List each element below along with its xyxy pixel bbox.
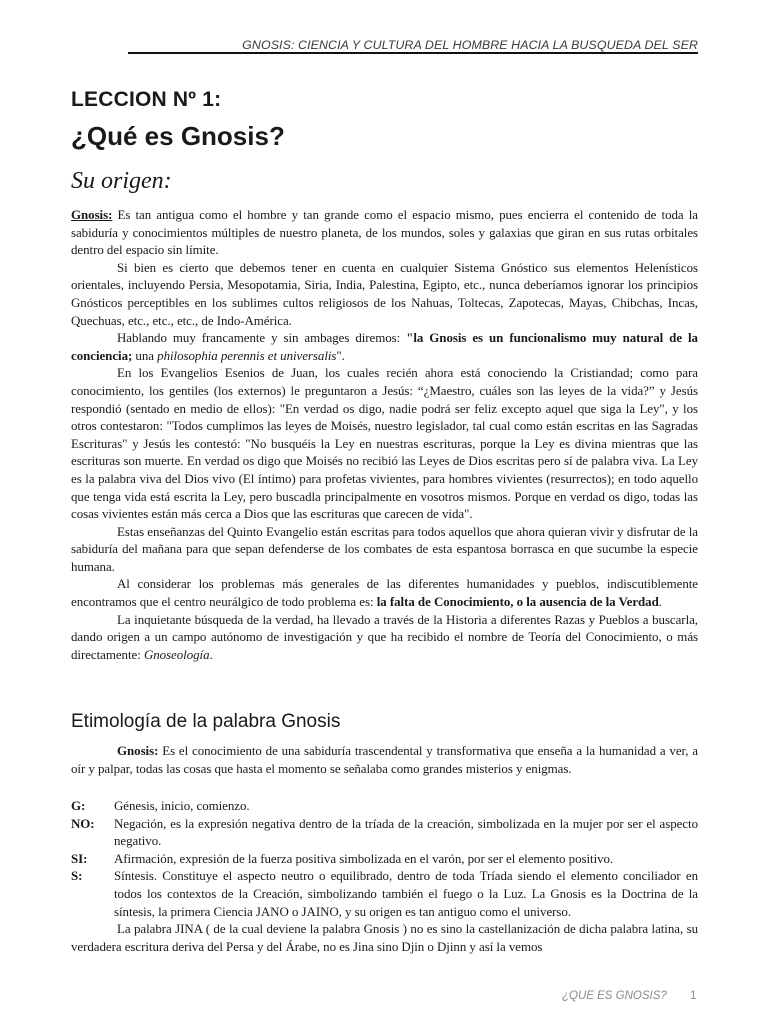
- etymology-heading: Etimología de la palabra Gnosis: [71, 711, 341, 732]
- definition-text: Negación, es la expresión negativa dentro de la tríada de la creación, simbolizada en la mujer por ser el aspecto negativo.: [114, 815, 698, 849]
- paragraph-last: La palabra JINA ( de la cual deviene la palabra Gnosis ) no es sino la castellanización de dicha palabra latina, su verdadera escritura deriva del Persa y del Árabe, no es Jina sino Djin o Djinn y así la vemos: [71, 921, 698, 954]
- paragraph-text: ".: [336, 347, 345, 363]
- italic-term: Gnoseología: [143, 646, 210, 662]
- section-subtitle: Su origen:: [71, 168, 172, 194]
- definition-text: Síntesis. Constituye el aspecto neutro o equilibrado, dentro de toda Tríada siendo el elemento conciliador en todos los contextos de la Creación, simbolizando también el fuego o la Luz. La Gnosis es la Doctrina de la síntesis, la primera Ciencia JANO o JAINO, y su origen es tan antiguo como el universo.: [114, 868, 698, 919]
- definition-key: SI:: [71, 850, 88, 866]
- paragraph-text: Hablando muy francamente y sin ambages diremos:: [117, 330, 407, 346]
- paragraph-1: [71, 206, 698, 259]
- italic-latin-phrase: philosophia perennis et universalis: [157, 347, 337, 363]
- definition-row: [71, 815, 698, 850]
- definition-row: [71, 797, 698, 815]
- definition-text: Afirmación, expresión de la fuerza positiva simbolizada en el varón, por ser el elemento positivo.: [114, 850, 614, 866]
- paragraph-term: Gnosis:: [71, 207, 113, 222]
- paragraph-6: [71, 575, 698, 610]
- lesson-label: LECCION Nº 1:: [71, 88, 222, 111]
- paragraph-text: Es el conocimiento de una sabiduría trascendental y transformativa que enseña a la humanidad a ver, a oír y palpar, todas las cosas que hasta el momento se señalaba como grandes misterios y enigmas.: [71, 743, 698, 776]
- paragraph-5: Estas enseñanzas del Quinto Evangelio están escritas para todos aquellos que ahora quieran vivir y disfrutar de la sabiduría del mañana para que sepan defenderse de los combates de esta espantosa borrasca en que sucumbe la especie humana.: [71, 523, 698, 574]
- page-title: ¿Qué es Gnosis?: [71, 121, 285, 151]
- paragraph-text: La inquietante búsqueda de la verdad, ha llevado a través de la Historia a diferentes Razas y Pueblos a buscarla, dando origen a un campo autónomo de investigación y que ha recibido el nombre de Teoría del Conocimiento, o más directamente:: [71, 611, 698, 662]
- footer-label: ¿QUE ES GNOSIS?: [562, 990, 667, 1002]
- definition-row: [71, 850, 698, 868]
- paragraph-text: .: [209, 646, 213, 662]
- paragraph-term: Gnosis:: [117, 743, 159, 758]
- etymology-paragraph: [71, 742, 698, 777]
- etymology-intro: [71, 742, 698, 777]
- paragraph-text: una: [132, 347, 158, 363]
- definition-key: NO:: [71, 815, 95, 831]
- paragraph-text: Al considerar los problemas más generales de las diferentes humanidades y pueblos, indiscutiblemente encontramos que el centro neurálgico de todo problema es:: [71, 576, 698, 610]
- running-header: GNOSIS: CIENCIA Y CULTURA DEL HOMBRE HACIA LA BUSQUEDA DEL SER: [242, 38, 698, 52]
- definition-row: [71, 867, 698, 920]
- bold-quote: "la Gnosis es un funcionalismo muy natural de la conciencia;: [71, 330, 698, 363]
- etymology-definitions: [71, 797, 698, 955]
- paragraph-3: [71, 329, 698, 364]
- origin-section: [71, 206, 698, 663]
- paragraph-text: .: [658, 594, 662, 610]
- bold-phrase: la falta de Conocimiento, o la ausencia de la Verdad: [376, 594, 659, 610]
- definition-key: G:: [71, 798, 86, 813]
- header-rule: [128, 52, 698, 54]
- page-number: 1: [690, 990, 697, 1002]
- paragraph-text: Es tan antigua como el hombre y tan grande como el espacio mismo, pues encierra el contenido de toda la sabiduría y conocimientos múltiples de nuestro planeta, de los mundos, soles y galaxias que giran en sus rutas orbitales dentro del espacio sin límite.: [71, 207, 698, 258]
- paragraph-4: En los Evangelios Esenios de Juan, los cuales recién ahora está conociendo la Cristiandad; como para conocimiento, los gentiles (los externos) le preguntaron a Jesús: “¿Maestro, cuáles son las leyes de la vida?” y Jesús respondió (sentado en medio de ellos): "En verdad os digo, nadie podrá ser feliz excepto aquel que siga la Ley", y los otros contestaron: "Todos cumplimos las leyes de Moisés, nuestro legislador, tal cual como están escritas en las Sagradas Escrituras" y Jesús les contestó: "No busquéis la Ley en nuestras escrituras, porque la Ley es divina mientras que las escrituras son muerte. En verdad os digo que Moisés no recibió las Leyes de Dios escritas pero sí de palabra viva. La Ley es la palabra viva del Dios vivo (El íntimo) para profetas vivientes, para hombres vivientes (resurrectos); en todo aquello que tenga vida está escrita la Ley, pero buscadla principalmente en vosotros mismos. Porque en verdad os digo, todas las cosas vivientes están más cerca a Dios que las escrituras que carecen de vida".: [71, 365, 698, 522]
- definition-key: S:: [71, 868, 83, 884]
- paragraph-2: Si bien es cierto que debemos tener en cuenta en cualquier Sistema Gnóstico sus elementos Helenísticos orientales, incluyendo Persia, Mesopotamia, Siria, India, Palestina, Egipto, etc., nunca deberíamos ignorar los principios Gnósticos perceptibles en los sublimes cultos religiosos de los Nahuas, Toltecas, Zapotecas, Mayas, Chibchas, Incas, Quechuas, etc., etc., etc., de Indo-América.: [71, 259, 698, 328]
- definition-text: Génesis, inicio, comienzo.: [114, 798, 250, 813]
- paragraph-7: [71, 611, 698, 664]
